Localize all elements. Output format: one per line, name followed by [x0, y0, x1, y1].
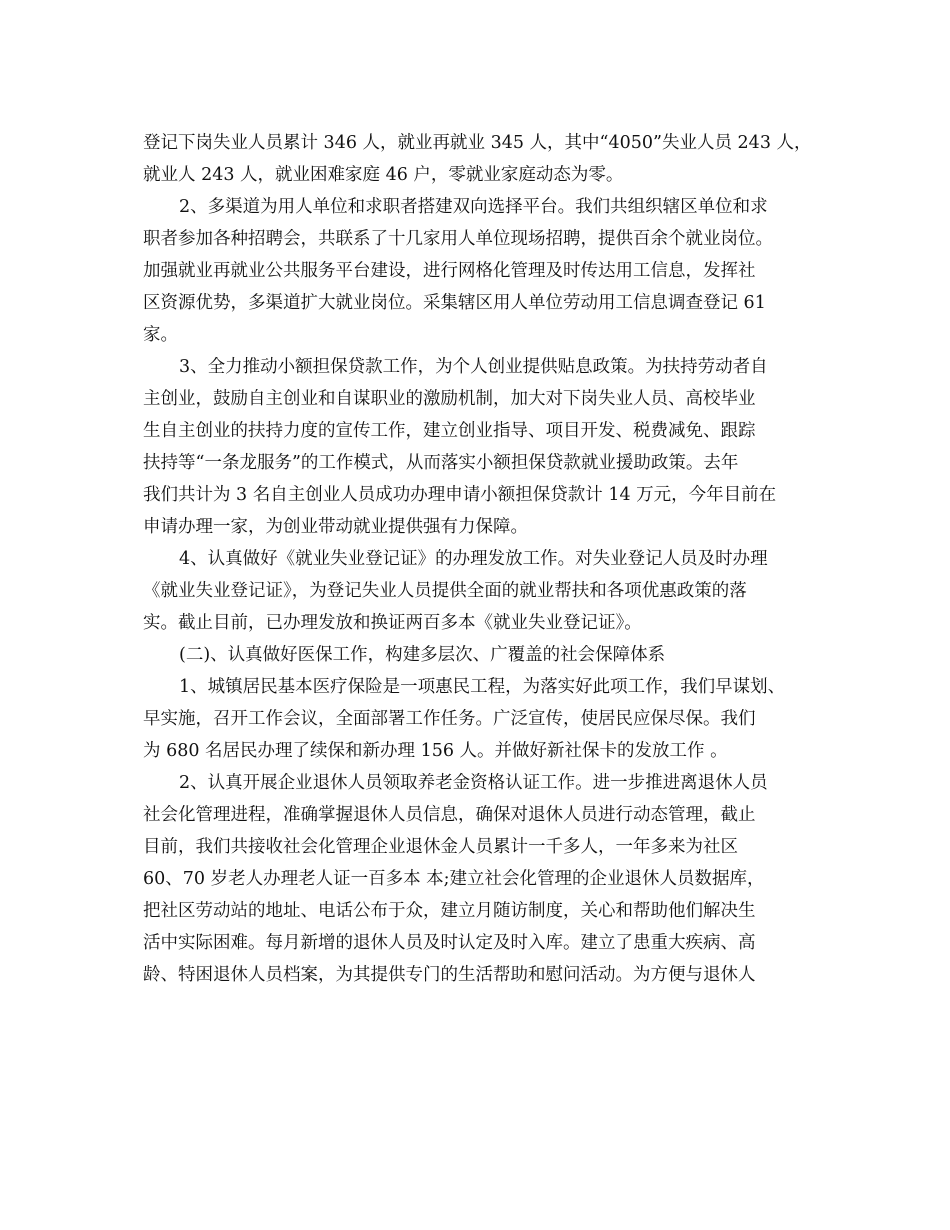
text-line: 1、城镇居民基本医疗保险是一项惠民工程，为落实好此项工作，我们早谋划、	[179, 677, 786, 697]
text-line: 职者参加各种招聘会，共联系了十几家用人单位现场招聘，提供百余个就业岗位。	[143, 229, 773, 249]
text-line: 登记下岗失业人员累计 346 人，就业再就业 345 人，其中“4050”失业人员 243 人，	[143, 133, 812, 153]
text-line: 2、多渠道为用人单位和求职者搭建双向选择平台。我们共组织辖区单位和求	[179, 197, 768, 217]
text-line: 3、全力推动小额担保贷款工作，为个人创业提供贴息政策。为扶持劳动者自	[179, 357, 768, 377]
text-line: 早实施，召开工作会议，全面部署工作任务。广泛宣传，使居民应保尽保。我们	[143, 709, 756, 729]
text-line: 把社区劳动站的地址、电话公布于众，建立月随访制度，关心和帮助他们解决生	[143, 901, 756, 921]
text-line: 活中实际困难。每月新增的退休人员及时认定及时入库。建立了患重大疾病、高	[143, 933, 756, 953]
text-line: 家。	[143, 325, 178, 345]
text-line: 申请办理一家，为创业带动就业提供强有力保障。	[143, 517, 528, 537]
text-line: 60、70 岁老人办理老人证一百多本 本;建立社会化管理的企业退休人员数据库，	[143, 869, 765, 889]
text-line: 就业人 243 人，就业困难家庭 46 户，零就业家庭动态为零。	[143, 165, 624, 185]
text-line: 《就业失业登记证》，为登记失业人员提供全面的就业帮扶和各项优惠政策的落	[143, 581, 747, 601]
text-line: 社会化管理进程，准确掌握退休人员信息，确保对退休人员进行动态管理，截止	[143, 805, 756, 825]
text-line: 实。截止目前，已办理发放和换证两百多本《就业失业登记证》。	[143, 613, 642, 633]
text-line: 区资源优势，多渠道扩大就业岗位。采集辖区用人单位劳动用工信息调查登记 61	[143, 293, 766, 313]
text-line: 主创业，鼓励自主创业和自谋职业的激励机制，加大对下岗失业人员、高校毕业	[143, 389, 756, 409]
text-line: 4、认真做好《就业失业登记证》的办理发放工作。对失业登记人员及时办理	[179, 549, 768, 569]
text-line: 为 680 名居民办理了续保和新办理 156 人。并做好新社保卡的发放工作 。	[143, 741, 728, 761]
text-line: 龄、特困退休人员档案，为其提供专门的生活帮助和慰问活动。为方便与退休人	[143, 965, 756, 985]
text-line: 扶持等“一条龙服务”的工作模式，从而落实小额担保贷款就业援助政策。去年	[143, 453, 739, 473]
text-line: 目前，我们共接收社会化管理企业退休金人员累计一千多人，一年多来为社区	[143, 837, 738, 857]
text-line: (二)、认真做好医保工作，构建多层次、广覆盖的社会保障体系	[179, 645, 666, 665]
document-body	[143, 127, 823, 991]
text-line: 我们共计为 3 名自主创业人员成功办理申请小额担保贷款计 14 万元，今年目前在	[143, 485, 777, 505]
text-line: 加强就业再就业公共服务平台建设，进行网格化管理及时传达用工信息，发挥社	[143, 261, 756, 281]
text-line: 2、认真开展企业退休人员领取养老金资格认证工作。进一步推进离退休人员	[179, 773, 768, 793]
text-line: 生自主创业的扶持力度的宣传工作，建立创业指导、项目开发、税费减免、跟踪	[143, 421, 756, 441]
